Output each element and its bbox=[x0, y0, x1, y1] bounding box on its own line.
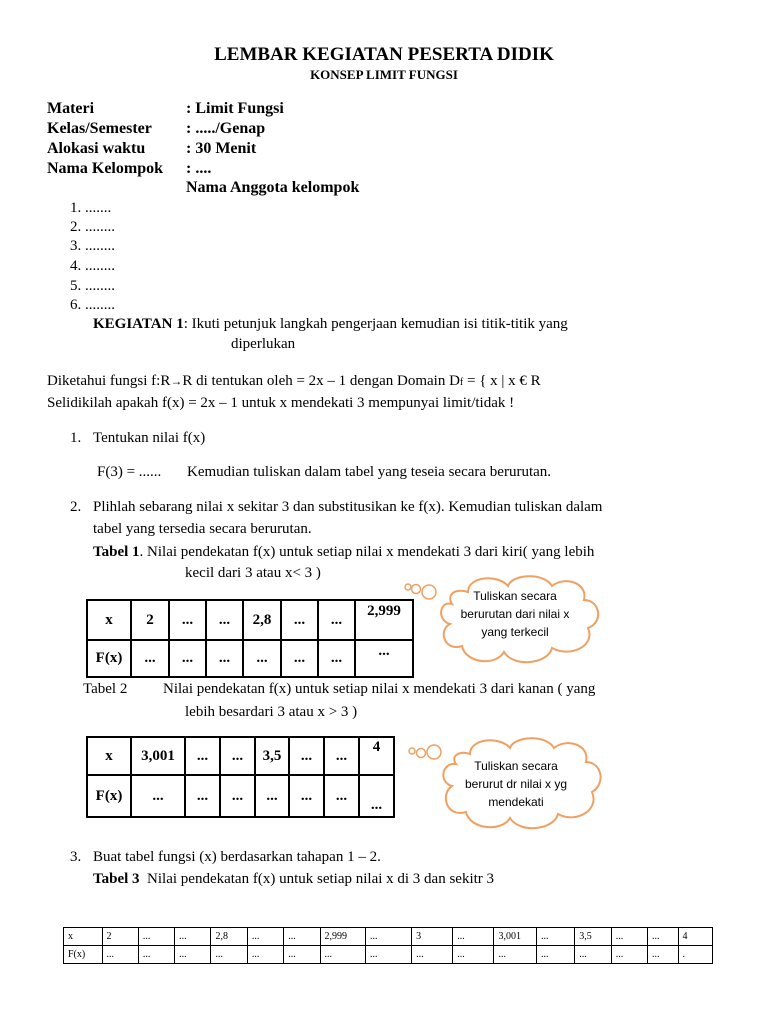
info-label-kelompok: Nama Kelompok bbox=[47, 160, 163, 177]
table-row bbox=[64, 928, 713, 946]
table-cell: F(x) bbox=[87, 775, 131, 817]
table-cell: ... bbox=[412, 946, 453, 964]
info-value-materi: : Limit Fungsi bbox=[186, 100, 284, 117]
step1-number: 1. bbox=[70, 430, 82, 446]
table-cell: x bbox=[64, 928, 103, 946]
tabel2-text-2: lebih besardari 3 atau x > 3 ) bbox=[185, 704, 358, 720]
tabel2-label: Tabel 2 bbox=[83, 681, 128, 697]
table-cell: ... bbox=[284, 928, 320, 946]
table-cell: ... bbox=[131, 640, 169, 677]
table-cell: ... bbox=[537, 946, 575, 964]
intro-line-2: Selidikilah apakah f(x) = 2x – 1 untuk x mendekati 3 mempunyai limit/tidak ! bbox=[47, 395, 515, 411]
table-cell: ... bbox=[453, 928, 494, 946]
table-cell: ... bbox=[281, 640, 318, 677]
page-title: LEMBAR KEGIATAN PESERTA DIDIK bbox=[214, 44, 554, 65]
table-cell: ... bbox=[185, 737, 220, 775]
list-item: 2. ........ bbox=[70, 219, 115, 235]
table-cell: ... bbox=[138, 946, 174, 964]
table-cell: ... bbox=[281, 600, 318, 640]
step1-text: Tentukan nilai f(x) bbox=[93, 430, 206, 446]
table-cell: F(x) bbox=[87, 640, 131, 677]
table-cell: ... bbox=[537, 928, 575, 946]
info-value-kelas: : ...../Genap bbox=[186, 120, 266, 137]
table-row bbox=[87, 600, 413, 640]
list-item: 4. ........ bbox=[70, 258, 115, 274]
table-row bbox=[87, 775, 394, 817]
table-cell: 4 bbox=[359, 737, 394, 775]
list-item: 6. ........ bbox=[70, 297, 115, 313]
page-subtitle: KONSEP LIMIT FUNGSI bbox=[310, 67, 458, 82]
kegiatan-line bbox=[93, 316, 568, 333]
table-cell: ... bbox=[611, 928, 647, 946]
tabel3-label: Tabel 3 bbox=[93, 871, 140, 887]
tabel3-caption bbox=[93, 871, 494, 888]
table-cell: ... bbox=[247, 928, 283, 946]
list-item: 3. ........ bbox=[70, 238, 115, 254]
table-cell: ... bbox=[220, 775, 255, 817]
table-cell: ... bbox=[324, 775, 359, 817]
table-cell: ... bbox=[648, 928, 678, 946]
table-cell: ... bbox=[206, 640, 243, 677]
tabel1-caption bbox=[93, 544, 594, 561]
table-cell: 3,5 bbox=[255, 737, 289, 775]
table-cell: ... bbox=[247, 946, 283, 964]
table-cell: ... bbox=[206, 600, 243, 640]
table-cell: F(x) bbox=[64, 946, 103, 964]
tabel1-text: . Nilai pendekatan f(x) untuk setiap nilai x mendekati 3 dari kiri( yang lebih bbox=[139, 544, 595, 560]
kegiatan-text: : Ikuti petunjuk langkah pengerjaan kemudian isi titik-titik yang bbox=[183, 316, 568, 332]
table-cell: ... bbox=[243, 640, 281, 677]
table-cell: 2,8 bbox=[211, 928, 247, 946]
table-cell: ... bbox=[318, 600, 355, 640]
step1-detail-b: Kemudian tuliskan dalam tabel yang teseia secara berurutan. bbox=[187, 464, 552, 480]
intro-text-b: R di tentukan oleh = 2x – 1 dengan Domain D bbox=[182, 373, 460, 389]
list-item: 1. ....... bbox=[70, 200, 112, 216]
table-cell: ... bbox=[185, 775, 220, 817]
info-value-alokasi: : 30 Menit bbox=[186, 140, 257, 157]
table-cell: ... bbox=[169, 640, 206, 677]
tabel1-label: Tabel 1 bbox=[93, 544, 140, 560]
table-cell: ... bbox=[359, 775, 394, 817]
table-cell: ... bbox=[289, 737, 324, 775]
intro-line-1 bbox=[47, 373, 541, 390]
intro-text-c: = { x | x € R bbox=[463, 373, 541, 389]
table-cell: . bbox=[678, 946, 712, 964]
arrow-icon: → bbox=[170, 374, 183, 388]
table-cell: 3,001 bbox=[131, 737, 185, 775]
table-cell: ... bbox=[611, 946, 647, 964]
table-cell: ... bbox=[575, 946, 611, 964]
step2-number: 2. bbox=[70, 499, 82, 515]
table-cell: 2 bbox=[131, 600, 169, 640]
table-2 bbox=[86, 736, 395, 818]
table-cell: 4 bbox=[678, 928, 712, 946]
tabel3-text: Nilai pendekatan f(x) untuk setiap nilai x di 3 dan sekitr 3 bbox=[147, 871, 495, 887]
kegiatan-label: KEGIATAN 1 bbox=[93, 316, 184, 332]
table-cell: ... bbox=[648, 946, 678, 964]
table-cell: 3,5 bbox=[575, 928, 611, 946]
table-row bbox=[87, 737, 394, 775]
table-cell: ... bbox=[138, 928, 174, 946]
table-cell: ... bbox=[355, 640, 413, 677]
table-cell: 2,8 bbox=[243, 600, 281, 640]
table-cell: ... bbox=[175, 946, 211, 964]
table-cell: ... bbox=[289, 775, 324, 817]
table-cell: ... bbox=[175, 928, 211, 946]
table-cell: 2 bbox=[102, 928, 138, 946]
table-cell: ... bbox=[494, 946, 537, 964]
table-cell: ... bbox=[366, 946, 412, 964]
kegiatan-text-2: diperlukan bbox=[231, 336, 296, 352]
info-label-materi: Materi bbox=[47, 100, 95, 117]
info-value-kelompok: : .... bbox=[186, 160, 212, 177]
table-cell: 3 bbox=[412, 928, 453, 946]
table-cell: ... bbox=[220, 737, 255, 775]
table-row bbox=[64, 946, 713, 964]
table-cell: ... bbox=[255, 775, 289, 817]
table-cell: ... bbox=[366, 928, 412, 946]
info-label-kelas: Kelas/Semester bbox=[47, 120, 152, 137]
tabel2-text: Nilai pendekatan f(x) untuk setiap nilai x mendekati 3 dari kanan ( yang bbox=[163, 681, 596, 697]
table-cell: x bbox=[87, 600, 131, 640]
members-heading: Nama Anggota kelompok bbox=[186, 179, 360, 196]
table-cell: 2,999 bbox=[320, 928, 365, 946]
cloud-1-text: Tuliskan secara berurutan dari nilai x yang terkecil bbox=[460, 589, 570, 639]
step1-detail-a: F(3) = ...... bbox=[97, 464, 162, 480]
step3-number: 3. bbox=[70, 849, 82, 865]
table-cell: 3,001 bbox=[494, 928, 537, 946]
table-cell: ... bbox=[211, 946, 247, 964]
table-row bbox=[87, 640, 413, 677]
list-item: 5. ........ bbox=[70, 278, 115, 294]
table-cell: ... bbox=[453, 946, 494, 964]
domain-subscript: f bbox=[459, 377, 464, 388]
intro-text-a: Diketahui fungsi f:R bbox=[47, 373, 171, 389]
table-cell: ... bbox=[131, 775, 185, 817]
table-cell: ... bbox=[102, 946, 138, 964]
table-3 bbox=[63, 927, 713, 964]
cloud-2-text: Tuliskan secara berurut dr nilai x yg mendekati bbox=[464, 759, 568, 809]
step2-text-2: tabel yang tersedia secara berurutan. bbox=[93, 521, 312, 537]
table-cell: x bbox=[87, 737, 131, 775]
info-label-alokasi: Alokasi waktu bbox=[47, 140, 146, 157]
table-cell: ... bbox=[324, 737, 359, 775]
step3-text: Buat tabel fungsi (x) berdasarkan tahapan 1 – 2. bbox=[93, 849, 381, 865]
table-cell: 2,999 bbox=[355, 600, 413, 640]
table-1 bbox=[86, 599, 414, 678]
step2-text-1: Plihlah sebarang nilai x sekitar 3 dan substitusikan ke f(x). Kemudian tuliskan dalam bbox=[93, 499, 603, 515]
table-cell: ... bbox=[318, 640, 355, 677]
table-cell: ... bbox=[320, 946, 365, 964]
table-cell: ... bbox=[169, 600, 206, 640]
tabel1-text-2: kecil dari 3 atau x< 3 ) bbox=[185, 565, 321, 581]
table-cell: ... bbox=[284, 946, 320, 964]
